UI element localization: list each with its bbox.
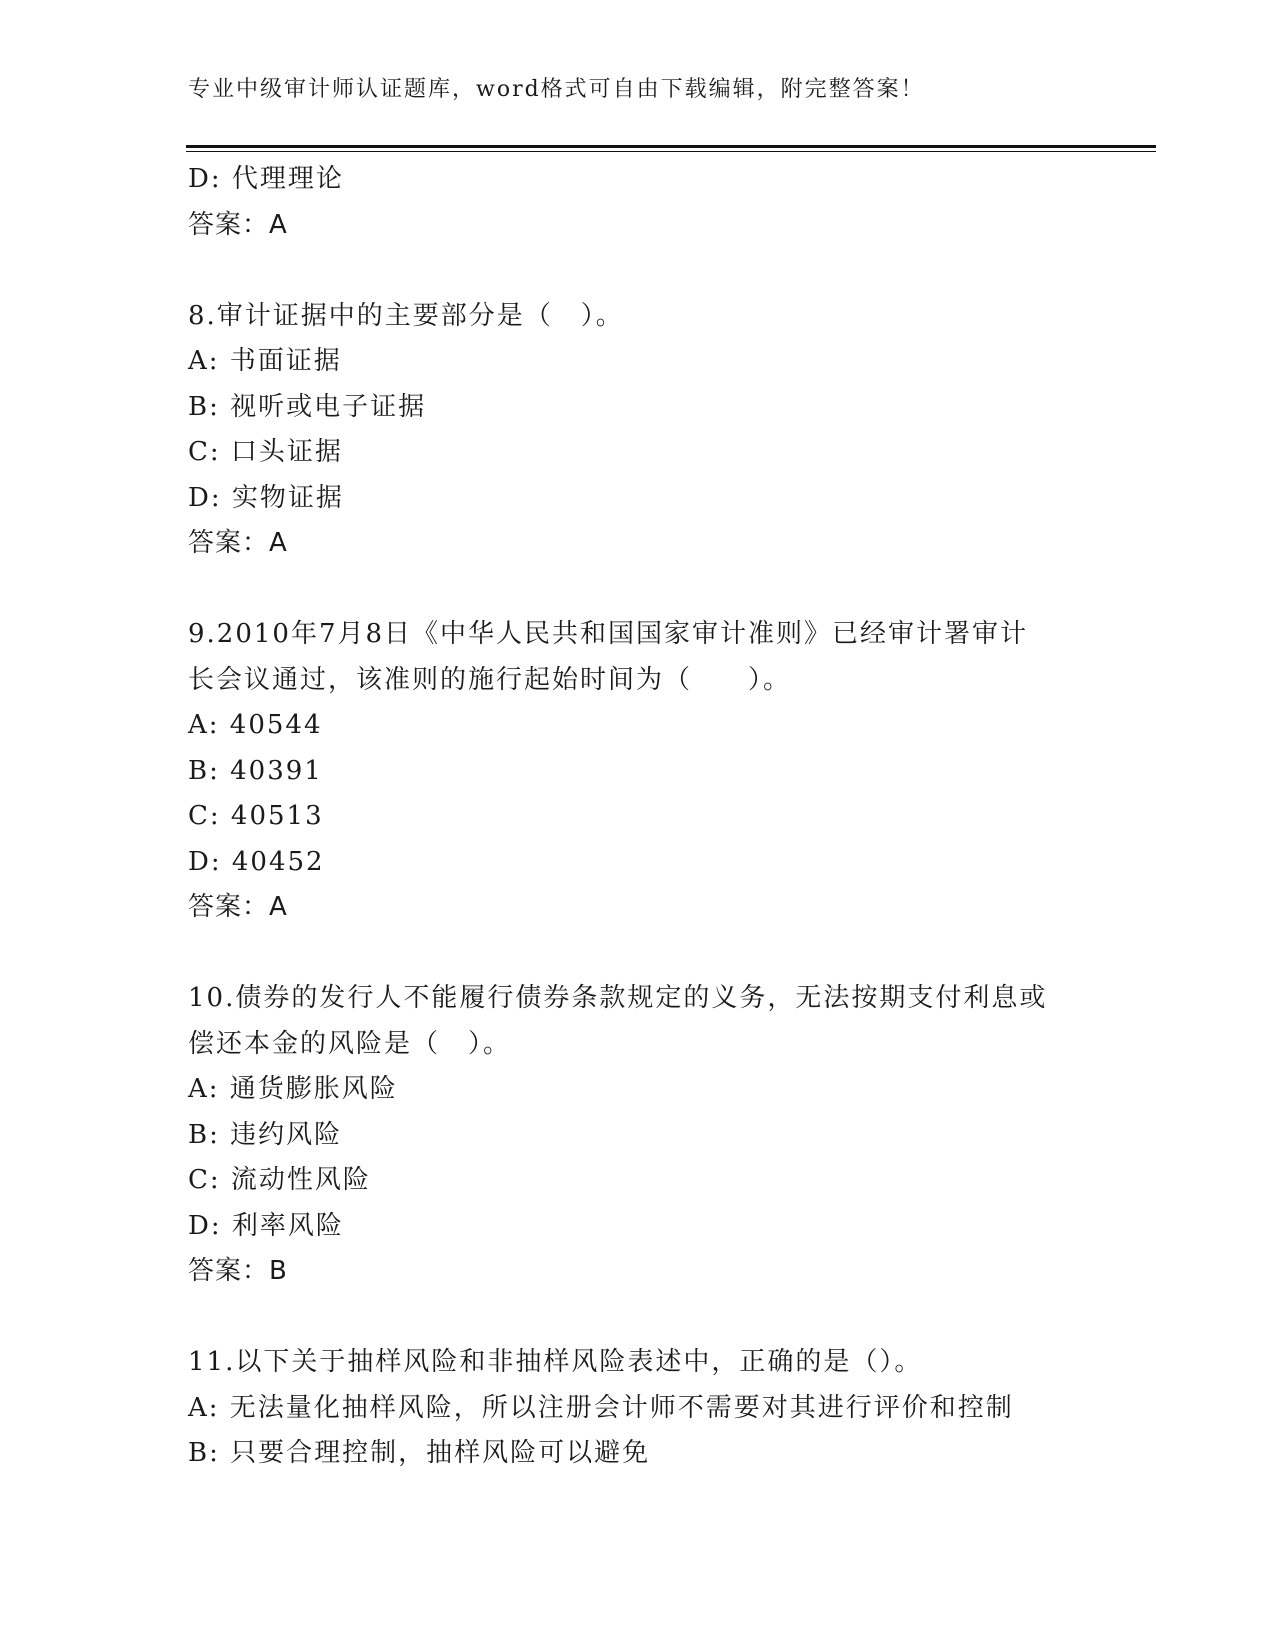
question-stem-line-1: 9.2010年7月8日《中华人民共和国国家审计准则》已经审计署审计	[188, 619, 1029, 649]
page-header: 专业中级审计师认证题库，word格式可自由下载编辑，附完整答案！	[188, 77, 925, 102]
answer: 答案：A	[188, 892, 288, 922]
prev-question-option-d: D: 代理理论	[188, 164, 344, 194]
question-stem: 8.审计证据中的主要部分是（ ）。	[188, 300, 624, 331]
option-d: D: 40452	[188, 846, 325, 877]
answer: 答案：A	[188, 528, 288, 558]
option-b: B: 40391	[188, 755, 323, 786]
option-c: C: 40513	[188, 801, 324, 831]
option-a: A: 通货膨胀风险	[188, 1074, 398, 1104]
option-d: D: 利率风险	[188, 1210, 344, 1241]
question-10	[188, 976, 1148, 1295]
answer: 答案：B	[188, 1256, 288, 1286]
question-stem-line-2: 长会议通过，该准则的施行起始时间为（ ）。	[188, 664, 792, 695]
document-body	[188, 157, 1148, 1477]
header-rule	[186, 145, 1156, 152]
option-b: B: 只要合理控制，抽样风险可以避免	[188, 1438, 651, 1468]
question-stem-line-2: 偿还本金的风险是（ ）。	[188, 1028, 512, 1059]
option-d: D: 实物证据	[188, 482, 344, 513]
option-c: C: 流动性风险	[188, 1165, 371, 1195]
spacer	[188, 567, 1148, 613]
spacer	[188, 1295, 1148, 1341]
option-a: A: 书面证据	[188, 346, 342, 376]
spacer	[188, 931, 1148, 977]
option-a: A: 无法量化抽样风险，所以注册会计师不需要对其进行评价和控制	[188, 1392, 1014, 1423]
prev-question-answer: 答案：A	[188, 209, 288, 240]
question-stem: 11.以下关于抽样风险和非抽样风险表述中，正确的是（）。	[188, 1347, 923, 1377]
option-a: A: 40544	[188, 710, 323, 740]
question-stem-line-1: 10.债券的发行人不能履行债券条款规定的义务，无法按期支付利息或	[188, 983, 1048, 1013]
option-b: B: 视听或电子证据	[188, 391, 427, 422]
question-9	[188, 612, 1148, 931]
option-c: C: 口头证据	[188, 437, 343, 467]
option-b: B: 违约风险	[188, 1119, 343, 1150]
spacer	[188, 248, 1148, 294]
question-11	[188, 1340, 1148, 1477]
question-8	[188, 294, 1148, 567]
